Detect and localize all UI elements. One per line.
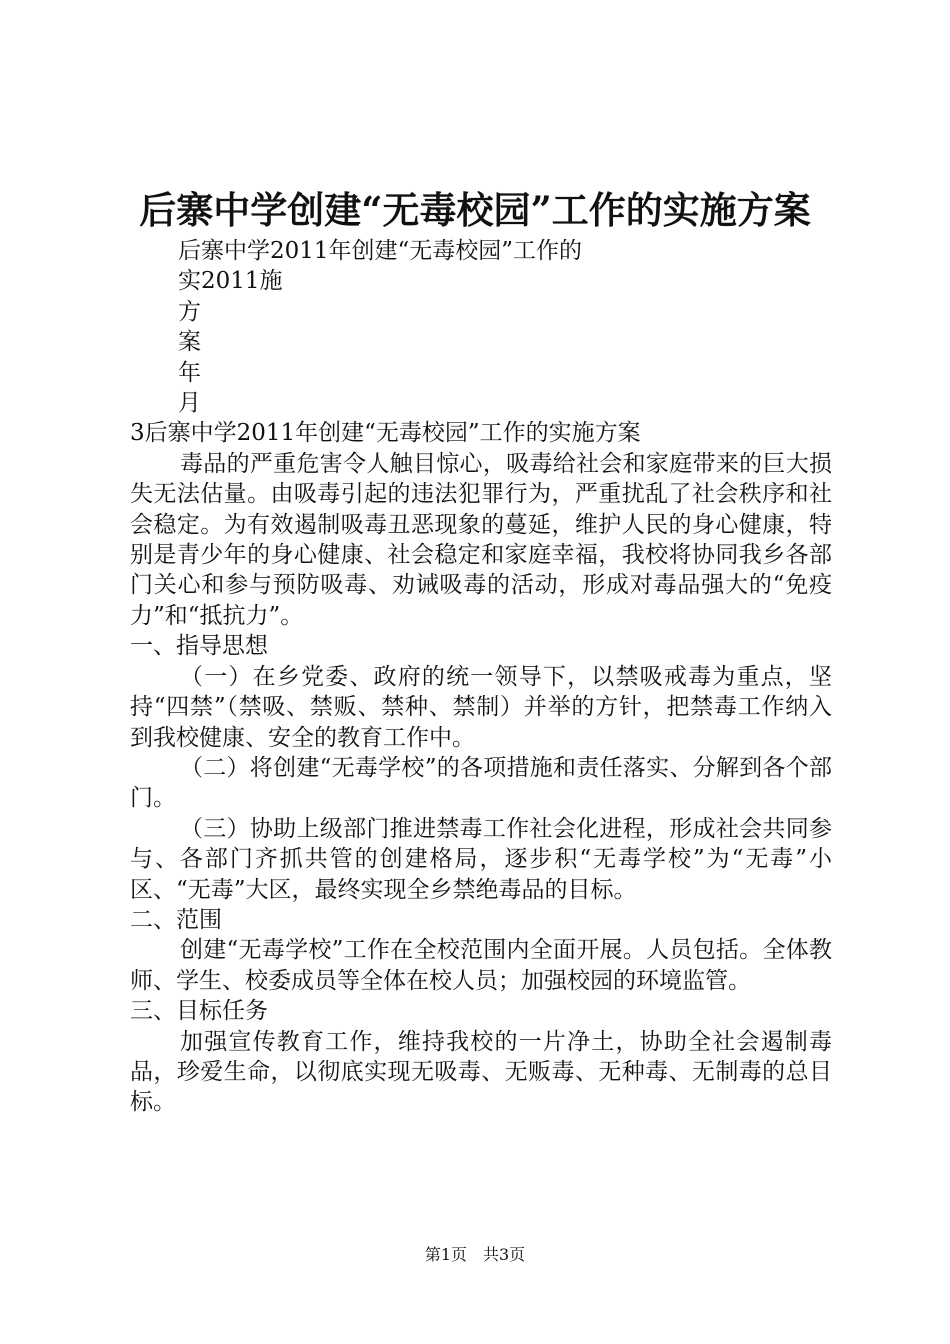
cover-line: 月	[178, 390, 201, 417]
document-title: 后寨中学创建“无毒校园”工作的实施方案	[139, 188, 811, 232]
guiding-item-1: （一）在乡党委、政府的统一领导下，以禁吸戒毒为重点，坚持“四禁”（禁吸、禁贩、禁种、禁制）并举的方针，把禁毒工作纳入到我校健康、安全的教育工作中。	[130, 663, 832, 751]
section-heading-guiding-principles: 一、指导思想	[130, 633, 268, 660]
cover-line: 年	[178, 359, 201, 386]
document-body	[130, 236, 832, 1118]
cover-line: 案	[178, 329, 201, 356]
guiding-item-2: （二）将创建“无毒学校”的各项措施和责任落实、分解到各个部门。	[130, 754, 832, 812]
goals-paragraph: 加强宣传教育工作，维持我校的一片净土，协助全社会遏制毒品，珍爱生命，以彻底实现无吸毒、无贩毒、无种毒、无制毒的总目标。	[130, 1028, 832, 1116]
section-heading-goals: 三、目标任务	[130, 998, 268, 1025]
cover-block	[130, 236, 832, 418]
document-subtitle: 3后寨中学2011年创建“无毒校园”工作的实施方案	[130, 420, 641, 447]
page-footer	[0, 1243, 950, 1267]
page-number: 第1页	[424, 1245, 467, 1264]
cover-line: 后寨中学2011年创建“无毒校园”工作的	[178, 238, 583, 264]
cover-line: 方	[178, 298, 201, 325]
intro-paragraph: 毒品的严重危害令人触目惊心，吸毒给社会和家庭带来的巨大损失无法估量。由吸毒引起的违法犯罪行为，严重扰乱了社会秩序和社会稳定。为有效遏制吸毒丑恶现象的蔓延，维护人民的身心健康，特别是青少年的身心健康、社会稳定和家庭幸福，我校将协同我乡各部门关心和参与预防吸毒、劝诫吸毒的活动，形成对毒品强大的“免疫力”和“抵抗力”。	[130, 450, 832, 629]
cover-line: 实2011施	[178, 268, 283, 295]
page-total: 共3页	[483, 1245, 526, 1264]
guiding-item-3: （三）协助上级部门推进禁毒工作社会化进程，形成社会共同参与、各部门齐抓共管的创建格局，逐步积“无毒学校”为“无毒”小区、“无毒”大区，最终实现全乡禁绝毒品的目标。	[130, 815, 832, 903]
section-heading-scope: 二、范围	[130, 906, 222, 933]
scope-paragraph: 创建“无毒学校”工作在全校范围内全面开展。人员包括。全体教师、学生、校委成员等全体在校人员；加强校园的环境监管。	[130, 937, 832, 994]
